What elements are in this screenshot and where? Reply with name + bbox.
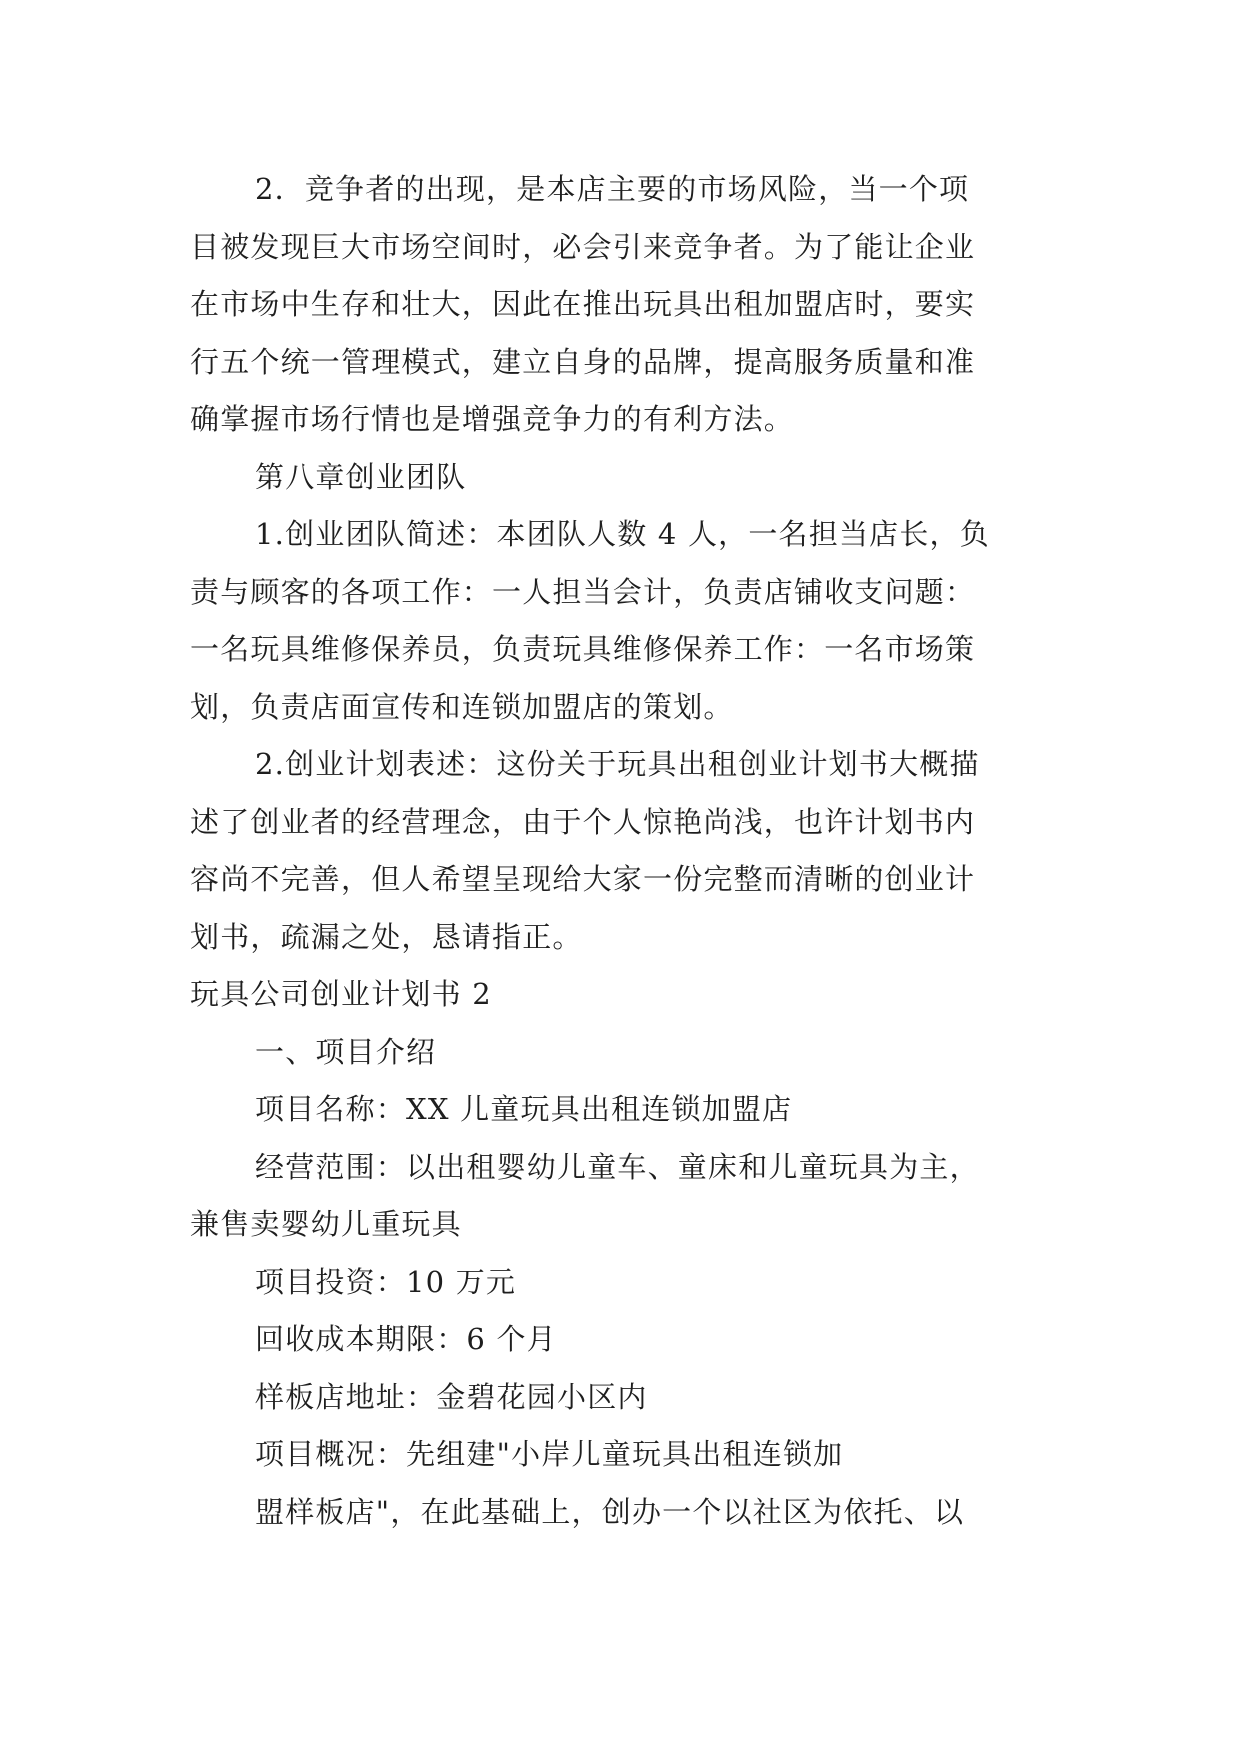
- text-line: 回收成本期限：6 个月: [255, 1322, 557, 1356]
- text-line: 述了创业者的经营理念，由于个人惊艳尚浅，也许计划书内: [190, 805, 976, 839]
- text-line: 划，负责店面宣传和连锁加盟店的策划。: [190, 690, 734, 724]
- text-line: 一名玩具维修保养员，负责玩具维修保养工作：一名市场策: [190, 632, 976, 666]
- text-line: 确掌握市场行情也是增强竞争力的有利方法。: [190, 402, 795, 436]
- text-line: 项目投资：10 万元: [255, 1265, 517, 1299]
- text-line: 1.创业团队简述：本团队人数 4 人，一名担当店长，负: [255, 517, 990, 551]
- text-line: 责与顾客的各项工作：一人担当会计，负责店铺收支问题：: [190, 575, 976, 609]
- text-line: 项目概况：先组建"小岸儿童玩具出租连锁加: [255, 1437, 844, 1471]
- text-line: 在市场中生存和壮大，因此在推出玩具出租加盟店时，要实: [190, 287, 976, 321]
- text-line: 经营范围：以出租婴幼儿童车、童床和儿童玩具为主，: [255, 1150, 980, 1184]
- text-line: 兼售卖婴幼儿重玩具: [190, 1207, 462, 1241]
- text-line: 项目名称：XX 儿童玩具出租连锁加盟店: [255, 1092, 793, 1126]
- text-line: 2.创业计划表述：这份关于玩具出租创业计划书大概描: [255, 747, 980, 781]
- section-heading: 一、项目介绍: [255, 1035, 437, 1069]
- text-line: 目被发现巨大市场空间时，必会引来竞争者。为了能让企业: [190, 230, 976, 264]
- text-line: 2．竞争者的出现，是本店主要的市场风险，当一个项: [255, 172, 970, 206]
- text-line: 样板店地址：金碧花园小区内: [255, 1380, 648, 1414]
- section-title: 玩具公司创业计划书 2: [190, 977, 492, 1011]
- text-line: 容尚不完善，但人希望呈现给大家一份完整而清晰的创业计: [190, 862, 976, 896]
- text-line: 划书，疏漏之处，恳请指正。: [190, 920, 583, 954]
- text-line: 盟样板店"，在此基础上，创办一个以社区为依托、以: [255, 1495, 965, 1529]
- text-line: 行五个统一管理模式，建立自身的品牌，提高服务质量和准: [190, 345, 976, 379]
- chapter-heading: 第八章创业团队: [255, 460, 467, 494]
